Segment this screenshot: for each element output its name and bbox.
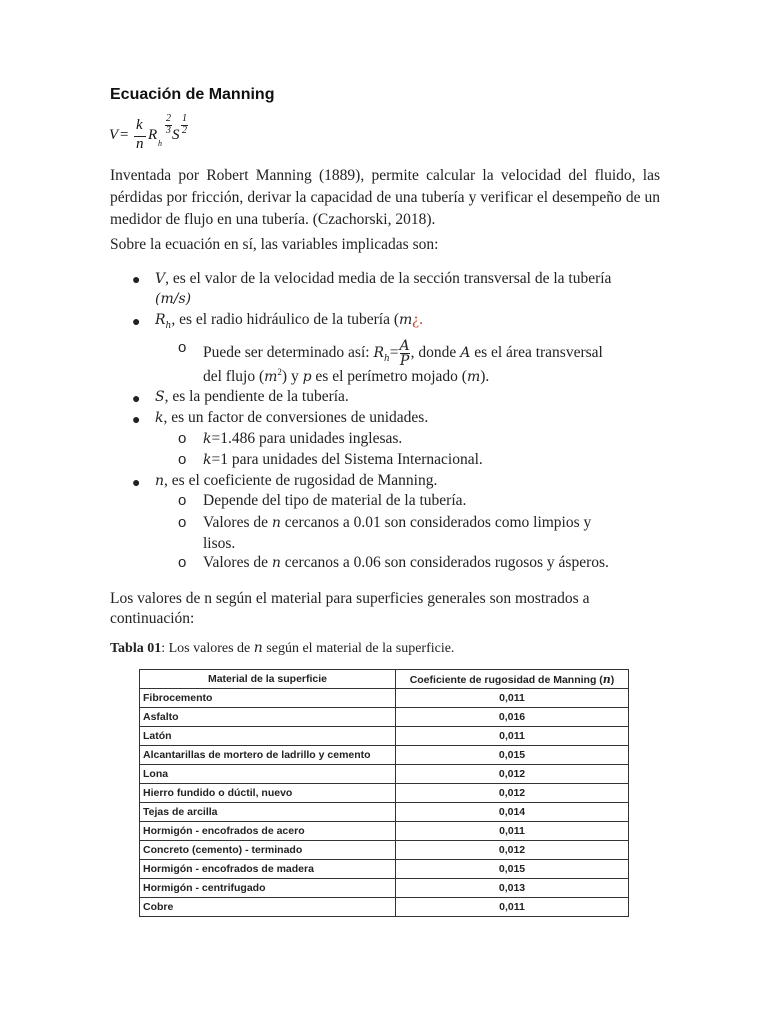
formula-exp1-den: 3 bbox=[166, 125, 171, 136]
item-k-sub2: k=1 para unidades del Sistema Internacional. bbox=[203, 451, 483, 468]
table-header-row bbox=[140, 670, 629, 689]
bullet-icon: ● bbox=[132, 315, 141, 330]
item-r: $R_h$, es el radio hidráulico de la tubería (m¿. bbox=[155, 311, 424, 332]
coefficient-cell: 0,013 bbox=[396, 879, 629, 898]
table-row bbox=[140, 727, 629, 746]
table-row bbox=[140, 689, 629, 708]
item-n: n, es el coeficiente de rugosidad de Manning. bbox=[155, 472, 438, 489]
header-material: Material de la superficie bbox=[140, 670, 396, 689]
coefficient-cell: 0,011 bbox=[396, 898, 629, 917]
table-row bbox=[140, 765, 629, 784]
material-cell: Asfalto bbox=[140, 708, 396, 727]
material-cell: Hormigón - encofrados de acero bbox=[140, 822, 396, 841]
formula-k: k bbox=[136, 117, 143, 133]
header-coefficient: Coeficiente de rugosidad de Manning (n) bbox=[396, 670, 629, 689]
item-k: k, es un factor de conversiones de unidades. bbox=[155, 409, 429, 426]
sub-bullet-icon: o bbox=[178, 451, 187, 468]
item-n-sub2: Valores de n cercanos a 0.01 son considerados como limpios y bbox=[203, 514, 592, 531]
table-row bbox=[140, 784, 629, 803]
item-n-sub2-cont: lisos. bbox=[203, 535, 236, 552]
intro-paragraph: Inventada por Robert Manning (1889), permite calcular la velocidad del fluido, las pérdidas por fricción, derivar la capacidad de una tubería y verificar el desempeño de un medidor de flujo en una tubería. (Czachorski, 2018). bbox=[110, 167, 660, 228]
formula-n: n bbox=[136, 136, 144, 152]
formula-exp1-num: 2 bbox=[166, 113, 171, 124]
bullet-icon: ● bbox=[132, 476, 141, 491]
material-cell: Cobre bbox=[140, 898, 396, 917]
formula-exp2-num: 1 bbox=[182, 113, 187, 124]
formula-equals: = bbox=[120, 127, 129, 143]
item-n-sub3: Valores de n cercanos a 0.06 son considerados rugosos y ásperos. bbox=[203, 554, 609, 571]
item-n-sub1: Depende del tipo de material de la tubería. bbox=[203, 492, 467, 509]
table-row bbox=[140, 898, 629, 917]
coefficient-cell: 0,011 bbox=[396, 822, 629, 841]
sub-bullet-icon: o bbox=[178, 514, 187, 531]
closing-line-2: continuación: bbox=[110, 610, 195, 627]
table-row bbox=[140, 860, 629, 879]
formula-s: S bbox=[172, 127, 180, 143]
sub-bullet-icon: o bbox=[178, 554, 187, 571]
table-row bbox=[140, 746, 629, 765]
item-r-sub1-cont: del flujo $(m^2)$ y p es el perímetro mojado (m). bbox=[203, 367, 490, 386]
section-heading: Ecuación de Manning bbox=[110, 86, 275, 103]
table-row bbox=[140, 841, 629, 860]
sub-bullet-icon: o bbox=[178, 430, 187, 447]
item-v-unit: (m/s) bbox=[155, 291, 192, 307]
material-cell: Lona bbox=[140, 765, 396, 784]
roughness-table bbox=[139, 669, 629, 917]
coefficient-cell: 0,015 bbox=[396, 860, 629, 879]
variables-intro: Sobre la ecuación en sí, las variables implicadas son: bbox=[110, 236, 439, 253]
bullet-icon: ● bbox=[132, 413, 141, 428]
formula-r: R bbox=[148, 127, 158, 143]
formula-v: V bbox=[109, 127, 119, 143]
table-row bbox=[140, 708, 629, 727]
closing-line-1: Los valores de n según el material para superficies generales son mostrados a bbox=[110, 590, 590, 607]
material-cell: Hierro fundido o dúctil, nuevo bbox=[140, 784, 396, 803]
formula-r-subscript: h bbox=[158, 139, 162, 148]
coefficient-cell: 0,012 bbox=[396, 784, 629, 803]
material-cell: Hormigón - centrifugado bbox=[140, 879, 396, 898]
material-cell: Latón bbox=[140, 727, 396, 746]
coefficient-cell: 0,011 bbox=[396, 689, 629, 708]
material-cell: Tejas de arcilla bbox=[140, 803, 396, 822]
table-row bbox=[140, 879, 629, 898]
table-row bbox=[140, 803, 629, 822]
item-s: S, es la pendiente de la tubería. bbox=[155, 388, 349, 405]
formula-exp2-den: 2 bbox=[182, 125, 187, 136]
sub-bullet-icon: o bbox=[178, 339, 187, 356]
area-perimeter-fraction: $\frac{A}{P}$ bbox=[399, 338, 410, 369]
bullet-icon: ● bbox=[132, 273, 141, 288]
material-cell: Concreto (cemento) - terminado bbox=[140, 841, 396, 860]
coefficient-cell: 0,011 bbox=[396, 727, 629, 746]
coefficient-cell: 0,012 bbox=[396, 765, 629, 784]
coefficient-cell: 0,014 bbox=[396, 803, 629, 822]
material-cell: Fibrocemento bbox=[140, 689, 396, 708]
item-r-sub1: Puede ser determinado así: $R_h=$ $\frac{A}{P}$ , donde A es el área transversal bbox=[203, 338, 603, 369]
coefficient-cell: 0,012 bbox=[396, 841, 629, 860]
coefficient-cell: 0,015 bbox=[396, 746, 629, 765]
sub-bullet-icon: o bbox=[178, 492, 187, 509]
item-k-sub1: k=1.486 para unidades inglesas. bbox=[203, 430, 403, 447]
material-cell: Alcantarillas de mortero de ladrillo y cemento bbox=[140, 746, 396, 765]
table-caption: Tabla 01: Los valores de n según el material de la superficie. bbox=[110, 640, 455, 656]
item-v: V, es el valor de la velocidad media de la sección transversal de la tubería bbox=[155, 270, 612, 287]
table-row bbox=[140, 822, 629, 841]
bullet-icon: ● bbox=[132, 392, 141, 407]
coefficient-cell: 0,016 bbox=[396, 708, 629, 727]
material-cell: Hormigón - encofrados de madera bbox=[140, 860, 396, 879]
